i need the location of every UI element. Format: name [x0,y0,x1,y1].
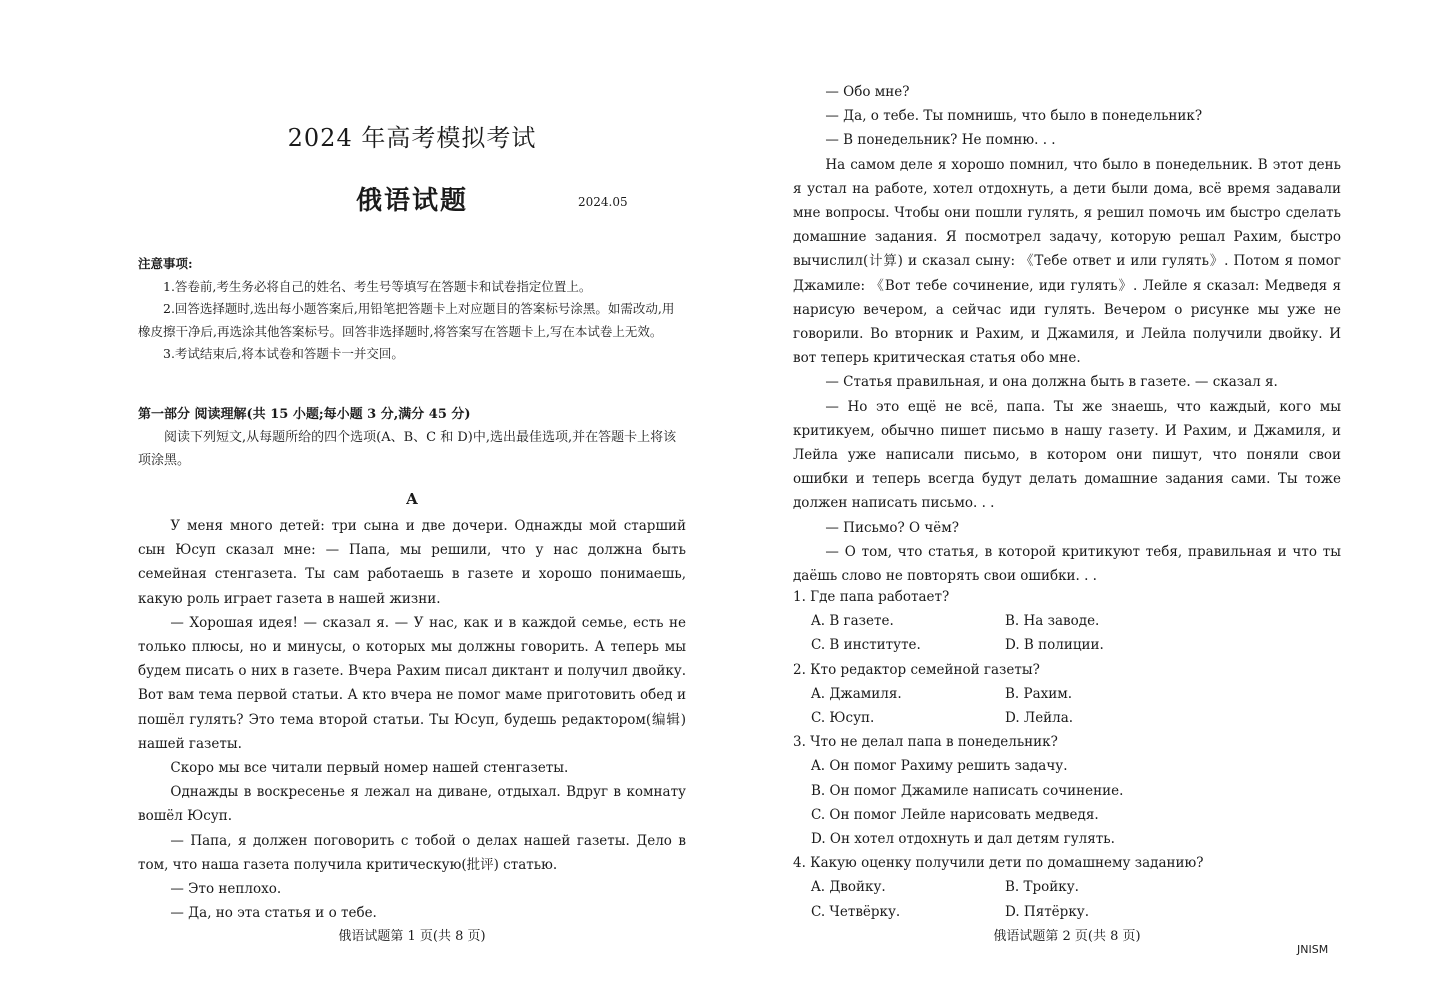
option-b: B. Тройку. [1005,879,1079,896]
option-c: C. В институте. [811,637,921,654]
reading-text-right [793,80,1341,588]
paragraph: На самом деле я хорошо помнил, что было в понедельник. В этот день я устал на работе, хотел отдохнуть, а дети были дома, всё время задавали мне вопросы. Чтобы они пошли гулять, я решил помочь им быстро сделать домашние задания. Я посмотрел задачу, которую решал Рахим, быстро вычислил(计算) и сказал сыну: 《Тебе ответ и или гулять》. Потом я помог Джамиле: 《Вот тебе сочинение, иди гулять》. Лейле я сказал: Медведя я нарисую вечером, а сейчас иди гулять. Вечером о рисунке мы уже не говорили. Во вторник и Рахим, и Джамиля, и Лейла получили двойку. И вот теперь критическая статья обо мне. [793,156,1341,367]
paragraph: — Хорошая идея! — сказал я. — У нас, как и в каждой семье, есть не только плюсы, но и минусы, о которых мы должны говорить. А теперь мы будем писать о них в газете. Вчера Рахим писал диктант и получил двойку. Вот вам тема первой статьи. А кто вчера не помог маме приготовить обед и пошёл гулять? Это тема второй статьи. Ты Юсуп, будешь редактором(编辑) нашей газеты. [138,614,686,752]
question-4 [793,851,1341,924]
notice-item-2: 2.回答选择题时,选出每小题答案后,用铅笔把答题卡上对应题目的答案标号涂黑。如需改动,用橡皮擦干净后,再选涂其他答案标号。回答非选择题时,将答案写在答题卡上,写在本试卷上无效。 [138,301,675,339]
option-d: D. Он хотел отдохнуть и дал детям гулять. [811,831,1115,848]
section-label: A [406,490,418,508]
left-page [138,0,686,1002]
question-title: 4. Какую оценку получили дети по домашнему заданию? [793,855,1204,872]
exam-title: 2024 年高考模拟考试 [287,124,537,152]
page-footer-right: 俄语试题第 2 页(共 8 页) [993,929,1141,944]
option-a: A. Он помог Рахиму решить задачу. [811,758,1068,775]
notice-item-3: 3.考试结束后,将本试卷和答题卡一并交回。 [163,346,404,361]
paragraph: Скоро мы все читали первый номер нашей стенгазеты. [170,760,569,777]
option-b: B. Он помог Джамиле написать сочинение. [811,782,1124,799]
question-title: 2. Кто редактор семейной газеты? [793,661,1040,678]
option-c: C. Он помог Лейле нарисовать медведя. [811,806,1099,823]
option-d: D. В полиции. [1005,637,1104,654]
paragraph: У меня много детей: три сына и две дочери. Однажды мой старший сын Юсуп сказал мне: — Папа, мы решили, что у нас должна быть семейная стенгазета. Ты сам работаешь в газете и хорошо понимаешь, какую роль играет газета в нашей жизни. [138,518,686,607]
option-d: D. Лейла. [1005,710,1074,727]
option-a: A. В газете. [811,613,894,630]
option-a: A. Двойку. [811,879,886,896]
paragraph: — Письмо? О чём? [825,519,960,536]
part-one [138,403,686,472]
option-c: C. Четвёрку. [811,903,901,920]
notice-section [138,253,686,366]
paragraph: — Папа, я должен поговорить с тобой о делах нашей газеты. Дело в том, что наша газета получила критическую(批评) статью. [138,832,686,873]
paragraph: — Но это ещё не всё, папа. Ты же знаешь, что каждый, кого мы критикуем, обычно пишет письмо в нашу газету. И Рахим, и Джамиля, и Лейла уже написали письмо, в котором они пишут, что поняли свои ошибки и теперь всегда будут делать домашние задания сами. Ты тоже должен написать письмо. . . [793,398,1341,512]
option-b: B. На заводе. [1005,613,1100,630]
exam-date: 2024.05 [578,195,628,209]
question-1 [793,585,1341,658]
paragraph: Однажды в воскресенье я лежал на диване, отдыхал. Вдруг в комнату вошёл Юсуп. [138,784,686,825]
right-page [793,0,1341,1002]
question-title: 3. Что не делал папа в понедельник? [793,734,1058,751]
option-d: D. Пятёрку. [1005,903,1089,920]
paragraph: — Да, но эта статья и о тебе. [170,905,377,922]
option-b: B. Рахим. [1005,685,1073,702]
paragraph: — Это неплохо. [170,881,282,898]
notice-item-1: 1.答卷前,考生务必将自己的姓名、考生号等填写在答题卡和试卷指定位置上。 [163,278,592,294]
notice-heading: 注意事项: [138,256,193,271]
question-list [793,585,1341,924]
question-2 [793,658,1341,731]
paragraph: — Обо мне? [825,84,910,100]
page-footer-left: 俄语试题第 1 页(共 8 页) [338,929,486,944]
paragraph: — О том, что статья, в которой критикуют тебя, правильная и что ты даёшь слово не повторять свои ошибки. . . [793,543,1341,585]
watermark-text: JNISM [1297,943,1329,956]
part-heading: 第一部分 阅读理解(共 15 小题;每小题 3 分,满分 45 分) [138,407,471,422]
option-a: A. Джамиля. [811,685,902,702]
subject-title: 俄语试题 [355,186,468,216]
reading-text-left [138,514,686,925]
paragraph: — В понедельник? Не помню. . . [825,132,1056,149]
paragraph: — Да, о тебе. Ты помнишь, что было в понедельник? [825,108,1203,125]
option-c: C. Юсуп. [811,710,875,727]
question-3 [793,730,1341,851]
part-instruction: 阅读下列短文,从每题所给的四个选项(A、B、C 和 D)中,选出最佳选项,并在答题卡上将该项涂黑。 [138,430,677,468]
paragraph: — Статья правильная, и она должна быть в газете. — сказал я. [825,374,1278,391]
question-title: 1. Где папа работает? [793,589,950,605]
